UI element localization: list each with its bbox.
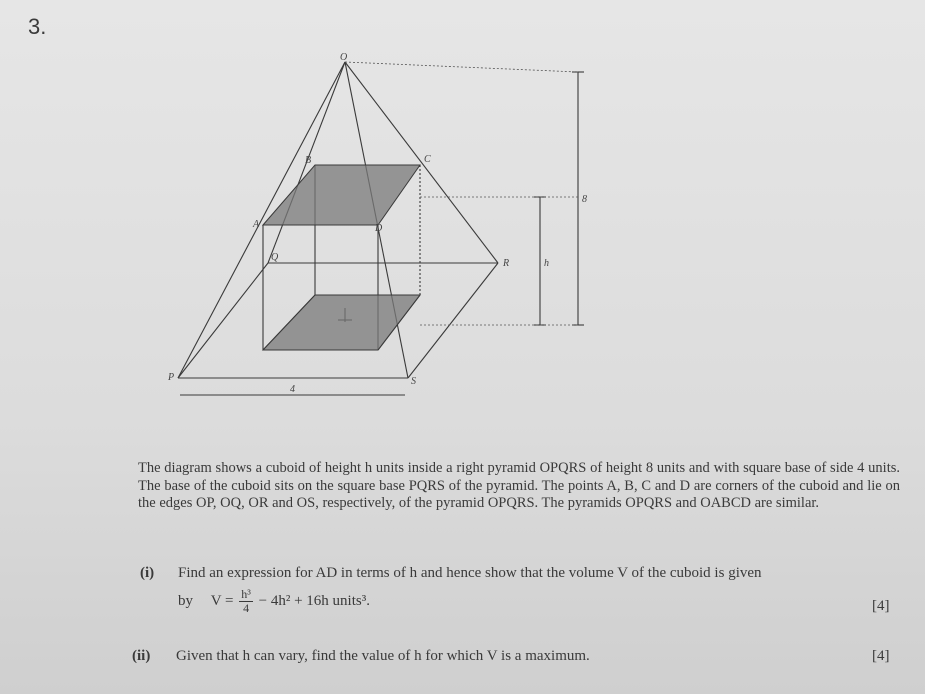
part-ii-text: Given that h can vary, find the value of h for which V is a maximum.	[176, 648, 590, 664]
label-R: R	[503, 258, 510, 269]
label-O: O	[340, 52, 348, 63]
formula-numerator: h³	[241, 587, 251, 601]
formula-fraction	[239, 588, 253, 615]
formula-rest: − 4h² + 16h units³.	[258, 592, 370, 609]
cuboid-top-face	[263, 165, 420, 225]
label-D: D	[375, 223, 383, 234]
part-i-formula	[178, 588, 370, 615]
part-i-by: by	[178, 592, 193, 609]
label-S: S	[411, 376, 416, 387]
part-i-marks: [4]	[872, 598, 890, 614]
formula-denominator: 4	[243, 601, 250, 615]
label-P: P	[168, 372, 175, 383]
label-B: B	[305, 155, 312, 166]
base-SR	[408, 263, 498, 378]
part-i-text: Find an expression for AD in terms of h and hence show that the volume V of the cuboid is given	[178, 565, 762, 581]
question-number: 3.	[28, 14, 47, 39]
label-Q: Q	[271, 252, 279, 263]
part-ii-marks: [4]	[872, 648, 890, 664]
edge-OR	[345, 62, 498, 263]
label-C: C	[424, 154, 431, 165]
part-ii-number: (ii)	[132, 648, 151, 664]
label-height-8: 8	[582, 194, 587, 205]
part-i-number: (i)	[140, 565, 155, 581]
label-base-side: 4	[290, 384, 295, 395]
formula-lhs: V =	[210, 592, 234, 609]
base-PQ	[178, 263, 268, 378]
cuboid-bottom-face	[263, 295, 420, 350]
question-description: The diagram shows a cuboid of height h units inside a right pyramid OPQRS of height 8 units and with square base of side 4 units. The base of the cuboid sits on the square base PQRS of the pyramid. The points A, B, C and D are corners of the cuboid and lie on the edges OP, OQ, OR and OS, respectively, of the pyramid OPQRS. The pyramids OPQRS and OABCD are similar.	[138, 460, 900, 511]
label-A: A	[253, 219, 260, 230]
label-height-h: h	[544, 258, 549, 269]
